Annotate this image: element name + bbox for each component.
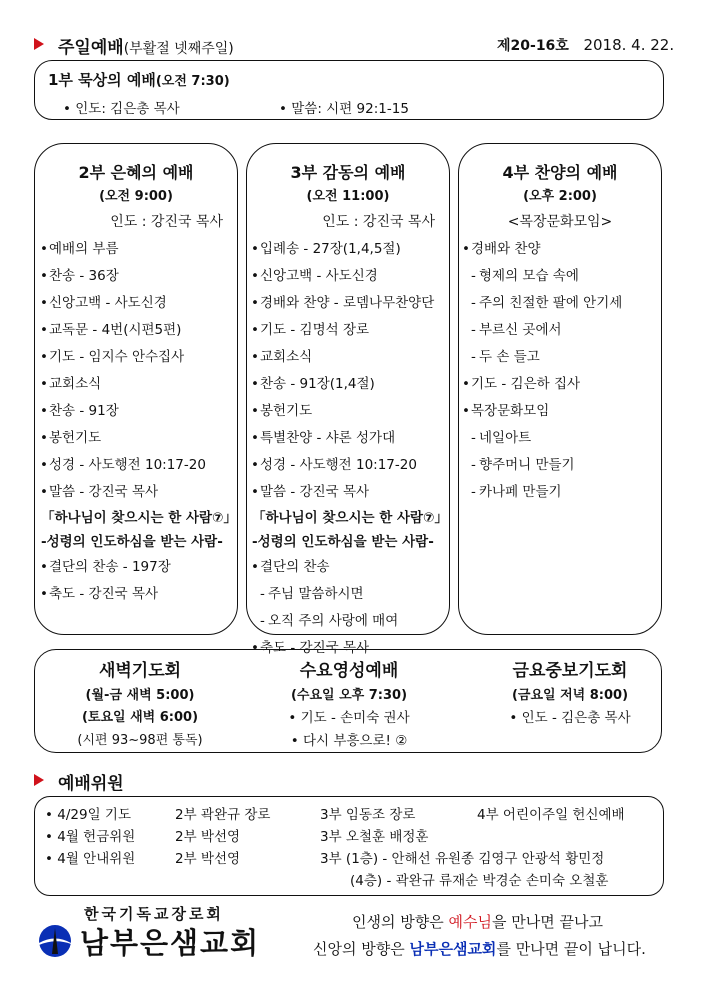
service3-order-list: [252, 236, 449, 662]
order-item: • 특별찬양 - 샤론 성가대: [260, 425, 449, 452]
wednesday-service-prayer: • 기도 - 손미숙 권사: [288, 710, 410, 726]
slogan-highlight-jesus: 예수님: [448, 913, 492, 931]
wednesday-service-time: (수요일 오후 7:30): [290, 688, 408, 703]
wednesday-service-sermon: • 다시 부흥으로! ②: [290, 733, 408, 749]
order-item: • 입례송 - 27장(1,4,5절): [260, 236, 449, 263]
service2-leader: 인도 : 강진국 목사: [110, 214, 223, 230]
denomination-name: 한국기독교장로회: [84, 905, 224, 923]
service2-box: [34, 143, 238, 635]
order-item: • 결단의 찬송: [260, 554, 449, 581]
prayer-box: [34, 649, 662, 753]
staff-marker-icon: [34, 774, 44, 786]
staff-cell: [45, 825, 135, 845]
bullet-glyph: •: [45, 807, 58, 823]
service4-box: [458, 143, 662, 635]
order-item: - 향주머니 만들기: [471, 452, 661, 479]
order-item: • 경배와 찬양: [471, 236, 661, 263]
order-item: • 교회소식: [260, 344, 449, 371]
order-item: • 목장문화모임: [471, 398, 661, 425]
slogan-highlight-church: 남부은샘교회: [409, 940, 497, 958]
issue-info: [497, 35, 674, 55]
order-item: • 기도 - 김은하 집사: [471, 371, 661, 398]
service2-title: 2부 은혜의 예배: [78, 163, 194, 182]
wednesday-service-title: 수요영성예배: [299, 661, 399, 681]
service3-box: [246, 143, 450, 656]
service1-sermon: • 말씀: 시편 92:1-15: [279, 101, 409, 117]
service1-time: (오전 7:30): [155, 74, 230, 89]
staff-cell: 3부 임동조 장로: [320, 807, 416, 823]
order-item: • 결단의 찬송 - 197장: [49, 554, 237, 581]
staff-cell: 2부 곽완규 장로: [175, 807, 271, 823]
page-title-block: [58, 33, 234, 58]
issue-number: 제20-16호: [497, 38, 569, 54]
order-item: • 찬송 - 91장(1,4절): [260, 371, 449, 398]
dawn-prayer-reading: (시편 93~98편 통독): [77, 733, 203, 748]
order-item: • 찬송 - 91장: [49, 398, 237, 425]
page-subtitle: (부활절 넷째주일): [123, 41, 234, 57]
order-item: • 기도 - 김명석 장로: [260, 317, 449, 344]
slogan-line2: 신앙의 방향은 남부은샘교회를 만나면 끝이 납니다.: [313, 940, 646, 958]
order-item: • 말씀 - 강진국 목사: [260, 479, 449, 506]
order-item: • 성경 - 사도행전 10:17-20: [260, 452, 449, 479]
staff-cell: 3부 오철훈 배정훈: [320, 829, 429, 845]
staff-role: 4/29일 기도: [57, 807, 131, 823]
order-item: - 주의 친절한 팔에 안기세: [471, 290, 661, 317]
friday-prayer-time: (금요일 저녁 8:00): [511, 688, 629, 703]
friday-prayer-title: 금요중보기도회: [512, 661, 628, 681]
order-item: • 기도 - 임지수 안수집사: [49, 344, 237, 371]
staff-role: 4월 안내위원: [57, 851, 136, 867]
page-title: 주일예배: [58, 38, 124, 58]
bullet-glyph: •: [45, 851, 58, 867]
order-item: • 경배와 찬양 - 로뎀나무찬양단: [260, 290, 449, 317]
dawn-prayer-time2: (토요일 새벽 6:00): [81, 710, 199, 725]
service1-leader: • 인도: 김은총 목사: [63, 101, 180, 117]
order-item: • 찬송 - 36장: [49, 263, 237, 290]
bullet-glyph: •: [45, 829, 58, 845]
sermon-title: 「하나님이 찾으시는 한 사람⑦」: [41, 510, 237, 526]
service3-time: (오전 11:00): [306, 189, 390, 204]
order-item: • 봉헌기도: [260, 398, 449, 425]
service3-title: 3부 감동의 예배: [290, 163, 406, 182]
church-logo-icon: [38, 924, 72, 958]
service2-time: (오전 9:00): [99, 189, 173, 204]
staff-cell: 2부 박선영: [175, 829, 241, 845]
order-item: - 네일아트: [471, 425, 661, 452]
order-item: - 형제의 모습 속에: [471, 263, 661, 290]
dawn-prayer-title: 새벽기도회: [98, 661, 182, 681]
dawn-prayer-time1: (월-금 새벽 5:00): [85, 688, 195, 703]
service4-title: 4부 찬양의 예배: [502, 163, 618, 182]
order-item: • 교독문 - 4번(시편5편): [49, 317, 237, 344]
staff-cell: [45, 847, 135, 867]
staff-box: [34, 796, 664, 896]
slogan-line1: 인생의 방향은 예수님을 만나면 끝나고: [352, 913, 603, 931]
sermon-title: -성령의 인도하심을 받는 사람-: [252, 534, 434, 550]
sermon-title: 「하나님이 찾으시는 한 사람⑦」: [252, 510, 448, 526]
order-item: • 축도 - 강진국 목사: [49, 581, 237, 608]
friday-prayer-leader: • 인도 - 김은총 목사: [509, 710, 631, 726]
issue-date: 2018. 4. 22.: [583, 36, 675, 54]
service4-order-list: [471, 236, 661, 506]
order-item: • 축도 - 강진국 목사: [260, 635, 449, 662]
service1-title: 1부 묵상의 예배: [48, 71, 156, 89]
order-item: • 봉헌기도: [49, 425, 237, 452]
order-item: • 말씀 - 강진국 목사: [49, 479, 237, 506]
staff-cell: 3부 (1층) - 안해선 유원종 김영구 안광석 황민정: [320, 851, 605, 867]
staff-cell: (4층) - 곽완규 류재순 박경순 손미숙 오철훈: [350, 873, 609, 889]
order-item: • 신앙고백 - 사도신경: [49, 290, 237, 317]
order-item: - 카나페 만들기: [471, 479, 661, 506]
service2-order-list: [41, 236, 237, 608]
church-name: 남부은샘교회: [80, 926, 261, 960]
header-marker-icon: [34, 38, 44, 50]
order-item: - 오직 주의 사랑에 매여: [260, 608, 449, 635]
order-item: - 두 손 들고: [471, 344, 661, 371]
staff-cell: 4부 어린이주일 헌신예배: [477, 807, 625, 823]
staff-cell: 2부 박선영: [175, 851, 241, 867]
service4-leader: <목장문화모임>: [507, 214, 613, 230]
order-item: • 성경 - 사도행전 10:17-20: [49, 452, 237, 479]
service3-leader: 인도 : 강진국 목사: [322, 214, 435, 230]
service1-heading: [48, 69, 230, 90]
staff-role: 4월 헌금위원: [57, 829, 136, 845]
staff-cell: [45, 803, 131, 823]
staff-title: 예배위원: [58, 774, 124, 794]
order-item: • 예배의 부름: [49, 236, 237, 263]
sermon-title: -성령의 인도하심을 받는 사람-: [41, 534, 223, 550]
service1-box: [34, 60, 664, 120]
order-item: • 교회소식: [49, 371, 237, 398]
service4-time: (오후 2:00): [523, 189, 597, 204]
order-item: • 신앙고백 - 사도신경: [260, 263, 449, 290]
order-item: - 주님 말씀하시면: [260, 581, 449, 608]
order-item: - 부르신 곳에서: [471, 317, 661, 344]
